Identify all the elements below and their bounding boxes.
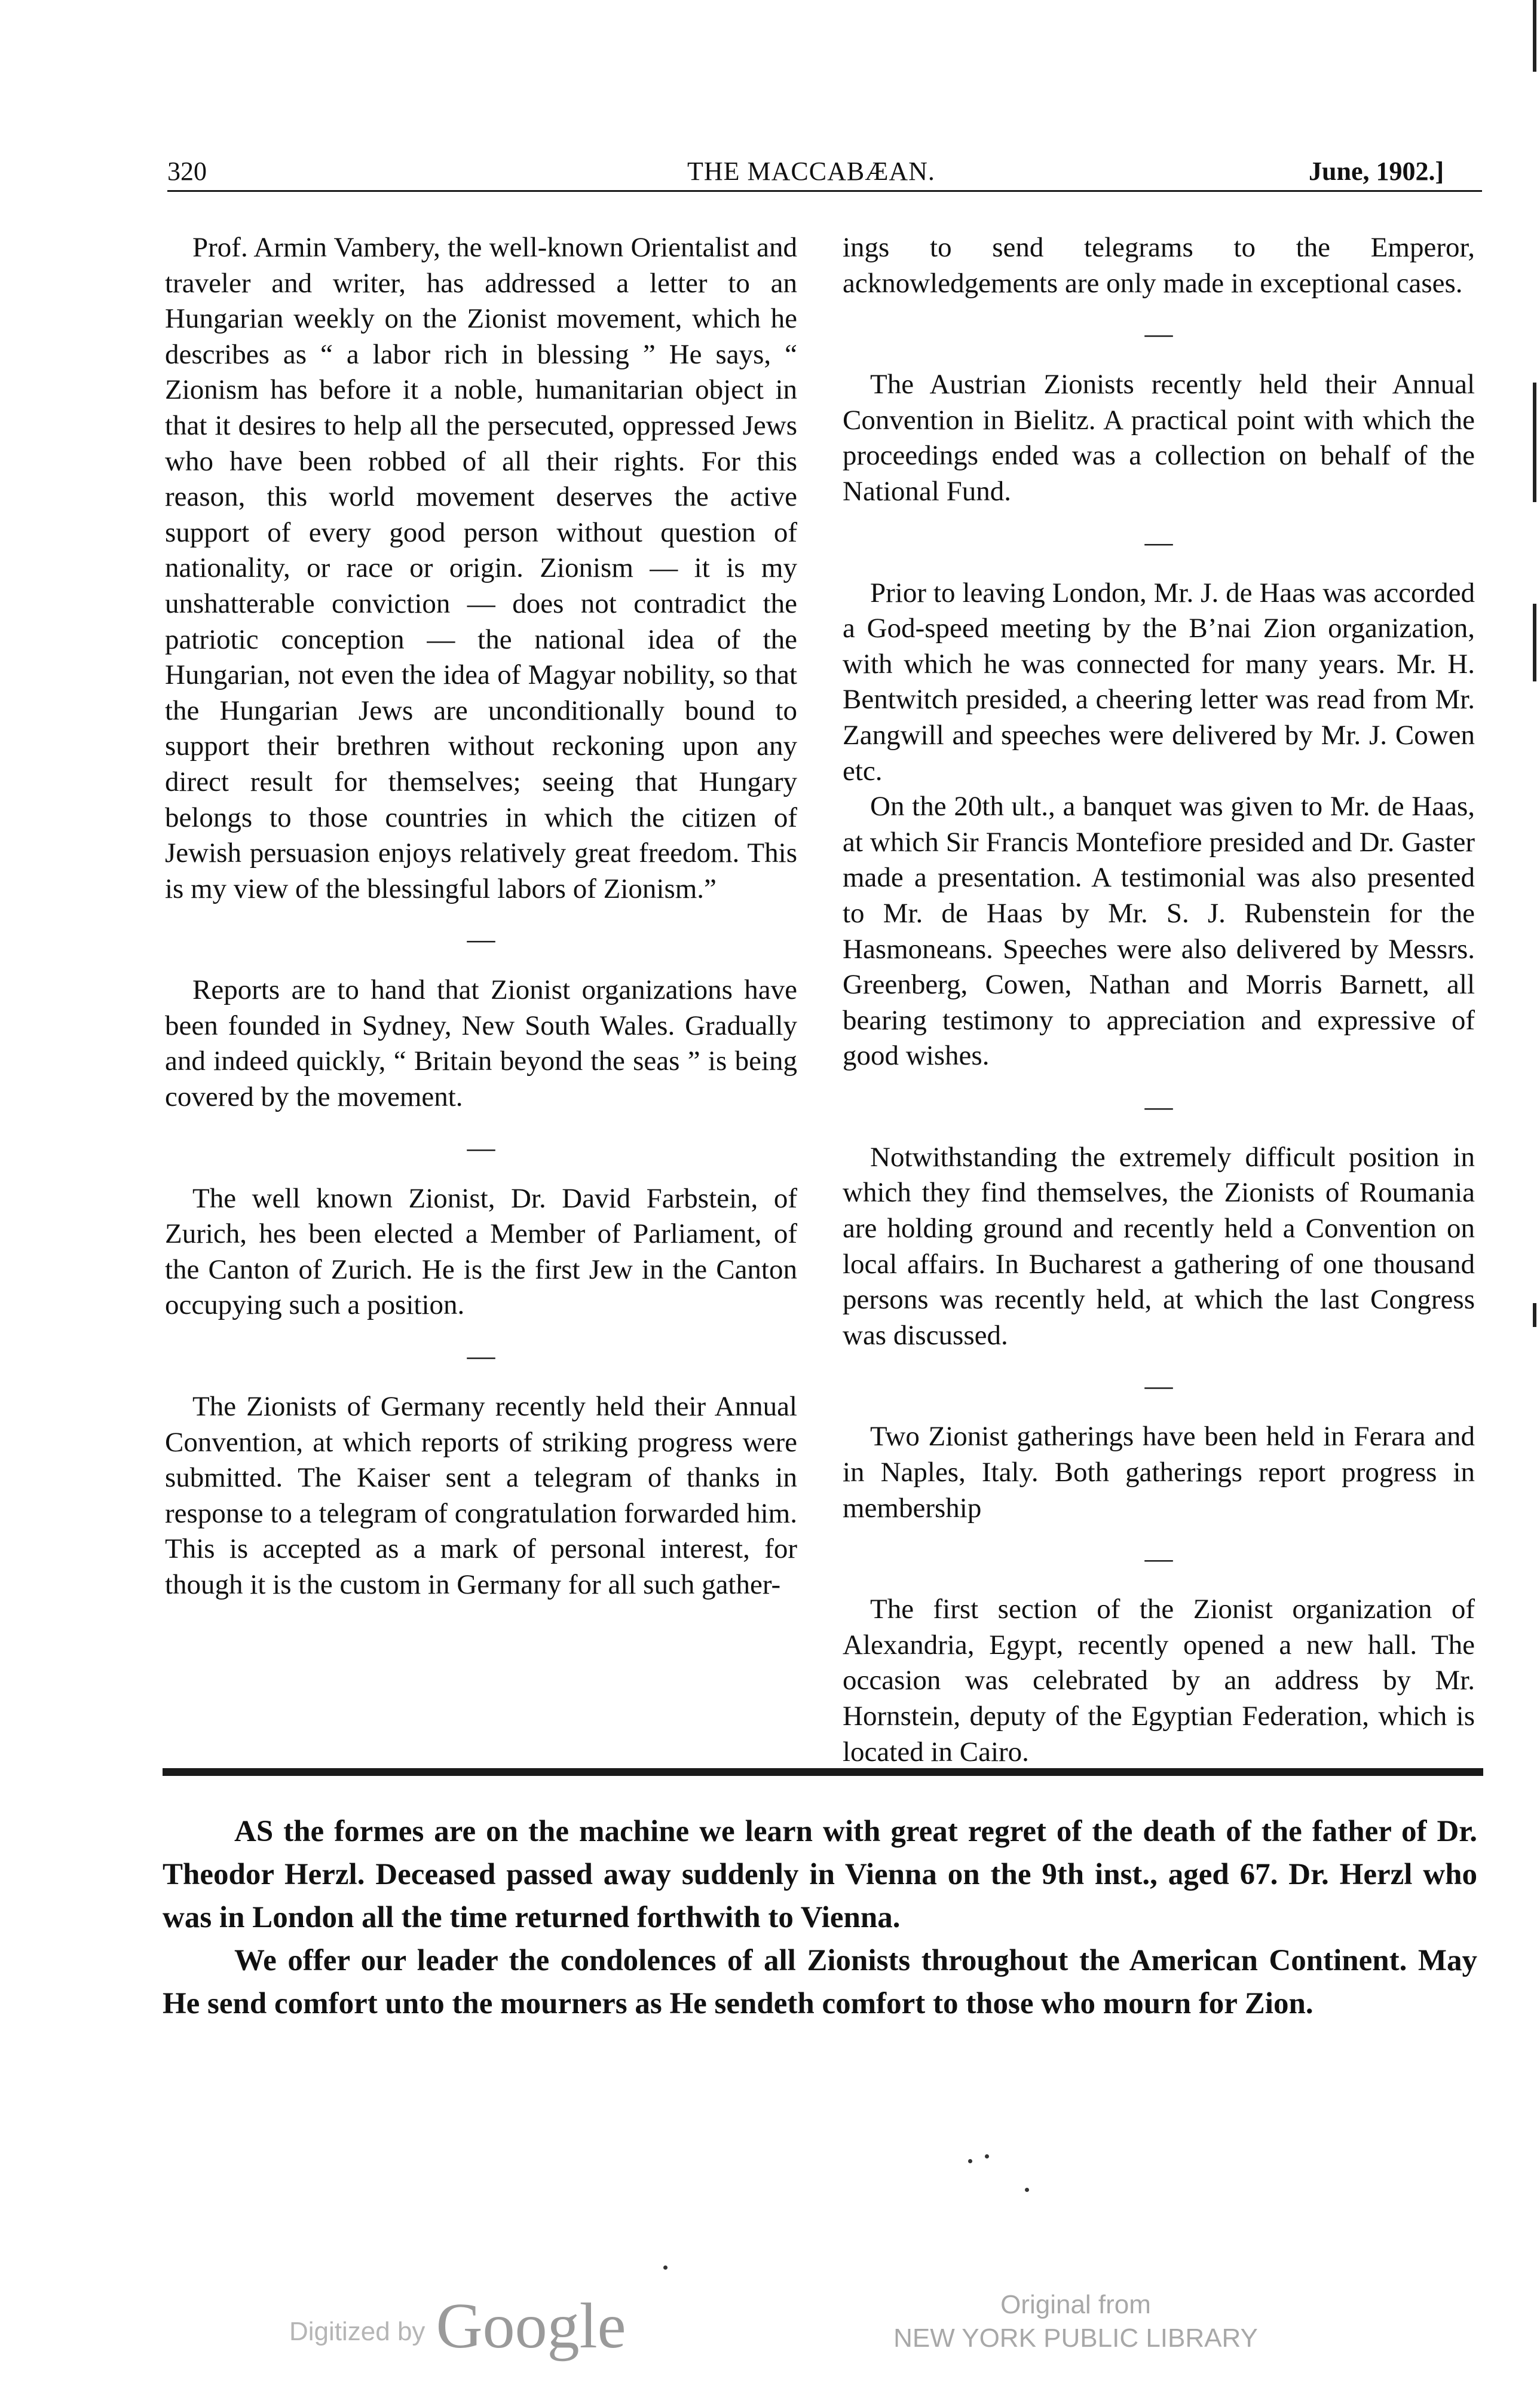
article-germany: The Zionists of Germany recently held their Annual Convention, at which reports of striking progress were submitted. The Kaiser sent a telegram of thanks in response to a telegram of congratulation forwarded him. This is accepted as a mark of personal interest, for though it is the custom in Germany for all such gather-	[165, 1391, 797, 1600]
header-rule	[167, 190, 1482, 192]
scan-edge	[1533, 0, 1536, 72]
article-italy: Two Zionist gatherings have been held in Ferara and in Naples, Italy. Both gatherings report progress in membership	[843, 1421, 1475, 1524]
herzl-notice	[163, 1810, 1477, 2025]
digitized-by-label: Digitized by	[289, 2317, 425, 2346]
article-alexandria: The first section of the Zionist organization of Alexandria, Egypt, recently opened a new hall. The occasion was celebrated by an address by Mr. Hornstein, deputy of the Egyptian Federation, which is located in Cairo.	[843, 1594, 1475, 1768]
scan-speck	[1025, 2188, 1029, 2192]
issue-date: June, 1902.]	[1309, 157, 1444, 186]
scan-speck	[985, 2154, 989, 2158]
page-number: 320	[167, 157, 207, 186]
section-separator: —	[1144, 526, 1173, 558]
right-column	[843, 230, 1475, 1770]
section-separator: —	[1144, 1543, 1173, 1574]
article-sydney: Reports are to hand that Zionist organizations have been founded in Sydney, New South Wales. Gradually and indeed quickly, “ Britain beyond the seas ” is being covered by the movement.	[165, 974, 797, 1113]
journal-title: THE MACCABÆAN.	[687, 157, 935, 186]
library-name: NEW YORK PUBLIC LIBRARY	[893, 2323, 1258, 2353]
original-from-label: Original from	[1000, 2290, 1151, 2319]
scan-edge	[1533, 383, 1536, 502]
digitized-watermark	[289, 2289, 626, 2364]
scan-speck	[663, 2265, 668, 2270]
section-separator: —	[467, 1132, 495, 1163]
section-separator: —	[1144, 318, 1173, 350]
article-vambery: Prof. Armin Vambery, the well-known Orientalist and traveler and writer, has addressed a letter to an Hungarian weekly on the Zionist movement, which he describes as “ a labor rich in blessing ” He says, “ Zionism has before it a noble, humanitarian object in that it desires to help all the persecuted, oppressed Jews who have been robbed of all their rights. For this reason, this world movement deserves the active support of every good person without question of nationality, or race or origin. Zionism — it is my unshatterable conviction — does not contradict the patriotic conception — the national idea of the Hungarian, not even the idea of Magyar nobility, so that the Hungarian Jews are unconditionally bound to support their brethren without reckoning upon any direct result for themselves; seeing that Hungary belongs to those countries in which the citizen of Jewish persuasion enjoys relatively great freedom. This is my view of the blessingful labors of Zionism.”	[165, 232, 797, 904]
scan-speck	[968, 2159, 972, 2163]
left-column	[165, 230, 797, 1603]
article-germany-continued: ings to send telegrams to the Emperor, acknowledgements are only made in exceptional cases.	[843, 232, 1475, 299]
article-de-haas-banquet: On the 20th ult., a banquet was given to Mr. de Haas, at which Sir Francis Montefiore presided and Dr. Gaster made a presentation. A testimonial was also presented to Mr. de Haas by Mr. S. J. Rubenstein for the Hasmoneans. Speeches were also delivered by Messrs. Greenberg, Cowen, Nathan and Morris Barnett, all bearing testimony to appreciation and expressive of good wishes.	[843, 791, 1475, 1072]
article-farbstein: The well known Zionist, Dr. David Farbstein, of Zurich, hes been elected a Member of Parliament, of the Canton of Zurich. He is the first Jew in the Canton occupying such a position.	[165, 1182, 797, 1321]
article-austria: The Austrian Zionists recently held their Annual Convention in Bielitz. A practical point with which the proceedings ended was a collection on behalf of the National Fund.	[843, 369, 1475, 507]
scan-edge	[1533, 1303, 1536, 1327]
article-de-haas-meeting: Prior to leaving London, Mr. J. de Haas was accorded a God-speed meeting by the B’nai Zion organization, with which he was connected for many years. Mr. H. Bentwitch presided, a cheering letter was read from Mr. Zangwill and speeches were delivered by Mr. J. Cowen etc.	[843, 577, 1475, 787]
scan-edge	[1533, 604, 1536, 681]
notice-death: AS the formes are on the machine we learn with great regret of the death of the father of Dr. Theodor Herzl. Deceased passed away suddenly in Vienna on the 9th inst., aged 67. Dr. Herzl who was in London all the time returned forthwith to Vienna.	[163, 1815, 1477, 1934]
library-watermark	[890, 2288, 1261, 2355]
article-roumania: Notwithstanding the extremely difficult position in which they find themselves, the Zionists of Roumania are holding ground and recently held a Convention on local affairs. In Bucharest a gathering of one thousand persons was recently held, at which the last Congress was discussed.	[843, 1141, 1475, 1351]
google-logo: Google	[436, 2291, 626, 2362]
section-separator: —	[467, 1340, 495, 1372]
notice-rule	[163, 1768, 1483, 1776]
notice-condolences: We offer our leader the condolences of all Zionists throughout the American Continent. May He send comfort unto the mourners as He sendeth comfort to those who mourn for Zion.	[163, 1944, 1477, 2020]
section-separator: —	[1144, 1370, 1173, 1402]
section-separator: —	[467, 924, 495, 955]
section-separator: —	[1144, 1090, 1173, 1122]
